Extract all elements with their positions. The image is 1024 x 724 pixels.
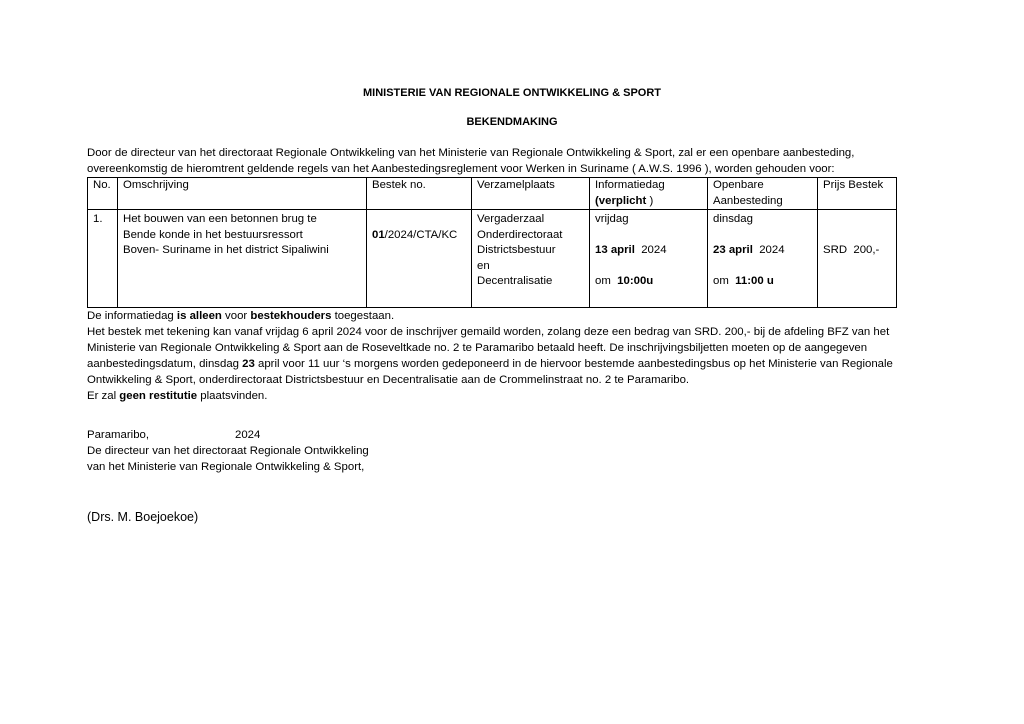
bestek-number-rest: /2024/CTA/KC [384,229,458,241]
open-year: 2024 [752,244,785,256]
info-year: 2024 [634,244,667,256]
prijs-value: SRD 200,- [823,244,880,256]
notice-bold-part: bestekhouders [250,310,332,322]
verzamel-line-2: Onderdirectoraat [477,228,563,241]
header-openbare-aanbesteding [708,178,818,210]
signer-name: (Drs. M. Boejoekoe) [87,510,199,524]
info-day: vrijdag [595,213,629,225]
signature-block [87,427,369,475]
header-verplicht: (verplicht [595,194,647,207]
verzamel-line-3: Districtsbestuur [477,244,556,256]
header-openbare-line2: Aanbesteding [713,194,783,207]
signature-line-1: De directeur van het directoraat Regionale Ontwikkeling [87,445,369,457]
omschrijving-line-2: Bende konde in het bestuursressort [123,228,303,241]
signature-line-2: van het Ministerie van Regionale Ontwikkeling & Sport, [87,461,365,473]
bestek-paragraph-text-end: april voor 11 uur ‘s morgens worden gedeponeerd in de hiervoor bestemde aanbestedingsbus op het Ministerie van Regionale Ontwikkeling & Sport, onderdirectoraat Districtsbestuur en Decentralisatie aan de Crommelinstraat no. 2 te Paramaribo. [87,358,893,386]
verzamel-line-4: en [477,259,490,272]
verzamel-line-5: Decentralisatie [477,275,553,287]
restitutie-text-end: plaatsvinden. [197,390,268,402]
cell-omschrijving [118,210,367,308]
informatiedag-notice [87,308,937,324]
restitutie-notice [87,388,937,404]
open-date: 23 april [713,244,753,256]
omschrijving-line-3: Boven- Suriname in het district Sipaliwini [123,244,329,256]
signature-place: Paramaribo, [87,429,150,441]
header-bestek: Bestek no. [367,178,472,210]
header-verplicht-close: ) [646,194,654,207]
intro-paragraph [87,145,947,177]
header-informatiedag-line1: Informatiedag [595,179,665,191]
notice-bold-part: is alleen [176,310,222,322]
open-day: dinsdag [713,213,753,225]
cell-verzamelplaats [472,210,590,308]
info-date: 13 april [595,244,635,256]
notice-text [87,308,937,404]
bestek-paragraph-bold: 23 [242,358,255,370]
notice-text-part: De informatiedag [87,310,177,322]
document-subtitle: BEKENDMAKING [466,116,558,128]
omschrijving-line-1: Het bouwen van een betonnen brug te [123,213,317,225]
restitutie-bold: geen restitutie [119,390,198,402]
info-time-prefix: om [595,275,618,287]
notice-text-part: toegestaan. [331,310,395,322]
signature-year: 2024 [235,429,261,441]
bestek-paragraph-text: Het bestek met tekening kan vanaf vrijdag 6 april 2024 voor de inschrijver gemaild worden, zolang deze een bedrag van SRD. 200,- bij de afdeling BFZ van het Ministerie van Regionale Ontwikkeling & Sport aan de Roseveltkade no. 2 te Paramaribo betaald heeft. De inschrijvingsbiljetten moeten op de aangegeven aanbestedingsdatum, dinsdag [87,326,890,370]
header-verzamelplaats: Verzamelplaats [472,178,590,210]
cell-informatiedag [590,210,708,308]
header-prijs-bestek: Prijs Bestek [818,178,897,210]
open-time-prefix: om [713,275,736,287]
place-and-year [87,427,369,443]
bestek-paragraph [87,324,937,388]
cell-no [88,210,118,308]
document-title: MINISTERIE VAN REGIONALE ONTWIKKELING & SPORT [362,87,662,99]
intro-line-2: overeenkomstig de hieromtrent geldende regels van het Aanbestedingsreglement voor Werken in Suriname ( A.W.S. 1996 ), worden gehouden voor: [87,163,835,175]
restitutie-text: Er zal [87,390,120,402]
open-time: 11:00 u [735,275,774,287]
cell-bestek [367,210,472,308]
header-no: No. [88,178,118,210]
bestek-number-bold: 01 [372,229,385,241]
cell-openbare-aanbesteding [708,210,818,308]
notice-text-part: voor [221,310,251,322]
info-time: 10:00u [617,275,654,287]
table-row [88,210,897,308]
row-no: 1. [93,213,103,225]
cell-prijs [818,210,897,308]
header-informatiedag [590,178,708,210]
header-openbare-line1: Openbare [713,179,764,191]
verzamel-line-1: Vergaderzaal [477,213,545,225]
header-omschrijving: Omschrijving [118,178,367,210]
tender-table [87,177,897,308]
intro-line-1: Door de directeur van het directoraat Regionale Ontwikkeling van het Ministerie van Regionale Ontwikkeling & Sport, zal er een openbare aanbesteding, [87,147,855,159]
table-header-row [88,178,897,210]
